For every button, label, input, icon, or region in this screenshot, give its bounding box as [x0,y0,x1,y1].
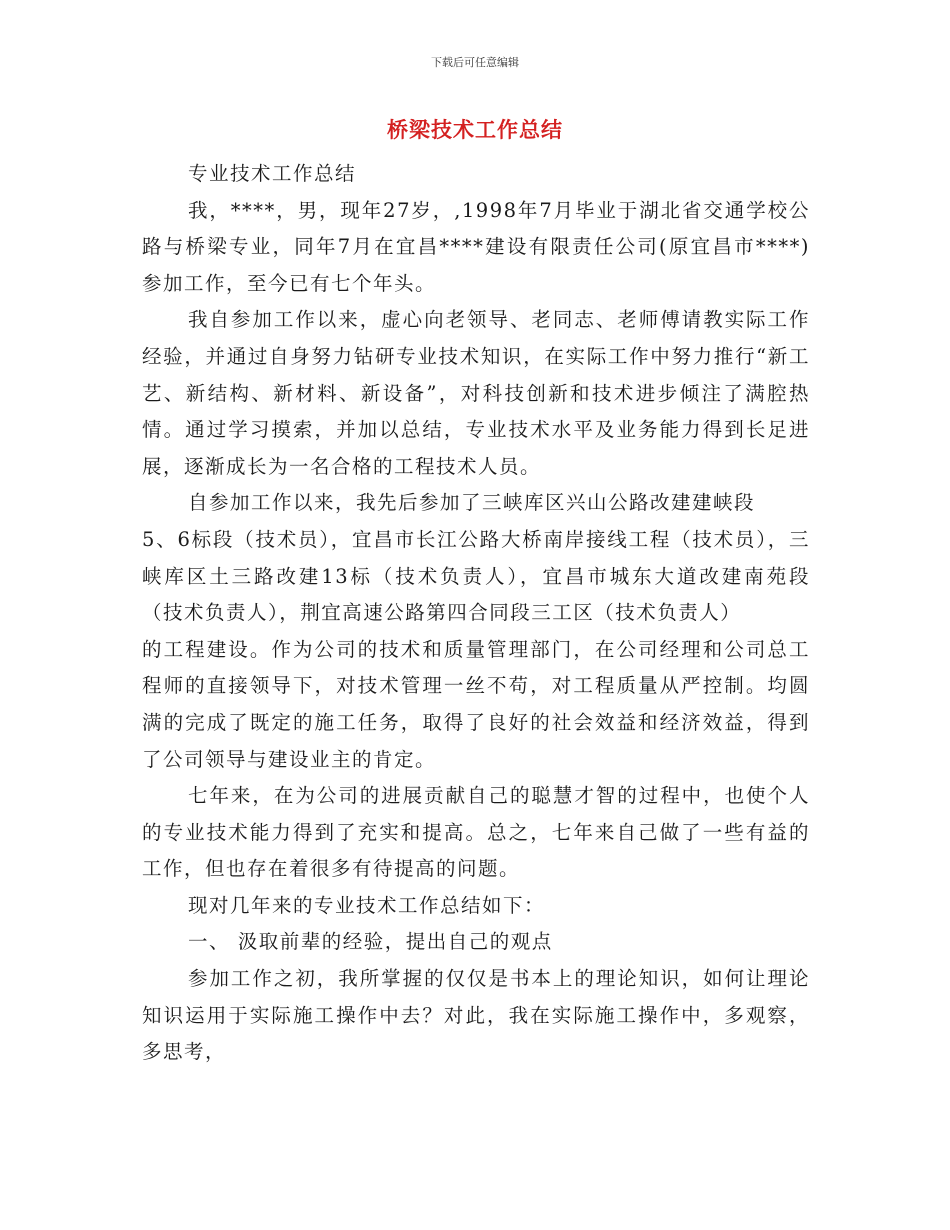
document-title: 桥梁技术工作总结 [387,118,563,142]
paragraph-seven-years: 七年来，在为公司的进展贡献自己的聪慧才智的过程中，也使个人的专业技术能力得到了充实和提高。总之，七年来自己做了一些有益的工作，但也存在着很多有待提高的问题。 [142,784,810,881]
section-heading-1: 一、 汲取前辈的经验，提出自己的观点 [188,930,553,954]
paragraph-section-1: 参加工作之初，我所掌握的仅仅是书本上的理论知识，如何让理论知识运用于实际施工操作中去？对此，我在实际施工操作中，多观察，多思考， [142,967,810,1064]
paragraph-intro: 我，****，男，现年27岁，,1998年7月毕业于湖北省交通学校公路与桥梁专业，同年7月在宜昌****建设有限责任公司(原宜昌市****)参加工作，至今已有七个年头。 [142,198,810,295]
document-body [142,156,810,1071]
paragraph-projects-start: 自参加工作以来，我先后参加了三峡库区兴山公路改建建峡段 [188,491,756,515]
paragraph-projects-result: 的工程建设。作为公司的技术和质量管理部门，在公司经理和公司总工程师的直接领导下，对技术管理一丝不苟，对工程质量从严控制。均圆满的完成了既定的施工任务，取得了良好的社会效益和经济效益，得到了公司领导与建设业主的肯定。 [142,637,810,771]
paragraph-summary-intro: 现对几年来的专业技术工作总结如下： [188,893,546,917]
paragraph-subtitle: 专业技术工作总结 [188,162,357,185]
paragraph-experience: 我自参加工作以来，虚心向老领导、老同志、老师傅请教实际工作经验，并通过自身努力钻研专业技术知识，在实际工作中努力推行“新工艺、新结构、新材料、新设备”，对科技创新和技术进步倾注了满腔热情。通过学习摸索，并加以总结，专业技术水平及业务能力得到长足进展，逐渐成长为一名合格的工程技术人员。 [142,308,810,478]
paragraph-projects-list: 5、6标段（技术员），宜昌市长江公路大桥南岸接线工程（技术员），三峡库区土三路改建13标（技术负责人），宜昌市城东大道改建南苑段（技术负责人），荆宜高速公路第四合同段三工区（技术负责人） [142,527,810,625]
header-note: 下载后可任意编辑 [431,56,519,69]
